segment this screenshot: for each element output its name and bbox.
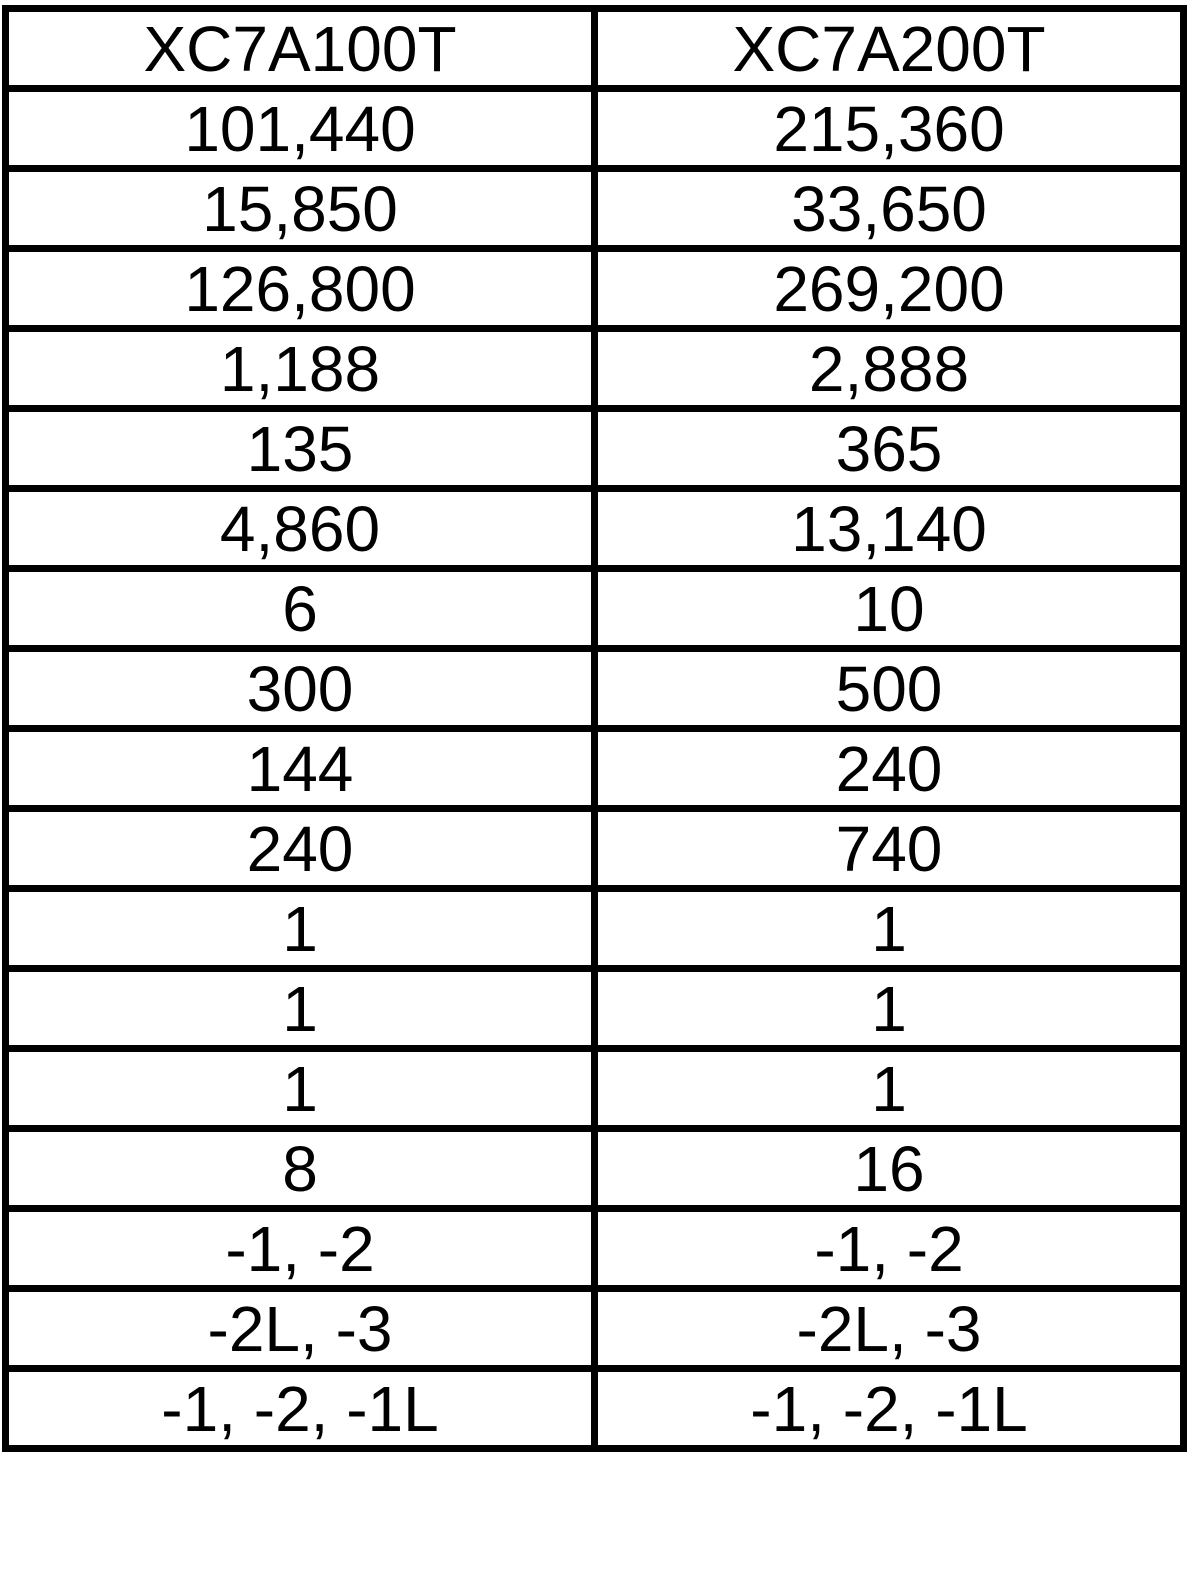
table-cell[interactable]: 2,888 bbox=[595, 329, 1184, 409]
table-cell[interactable]: 240 bbox=[595, 729, 1184, 809]
table-cell[interactable]: 15,850 bbox=[6, 169, 595, 249]
table-row bbox=[6, 729, 1184, 809]
table-cell[interactable]: 6 bbox=[6, 569, 595, 649]
column-header-xc7a200t[interactable]: XC7A200T bbox=[595, 9, 1184, 89]
table-row bbox=[6, 1369, 1184, 1449]
column-header-xc7a100t[interactable]: XC7A100T bbox=[6, 9, 595, 89]
table-cell[interactable]: 4,860 bbox=[6, 489, 595, 569]
table-row bbox=[6, 809, 1184, 889]
table-cell[interactable]: 126,800 bbox=[6, 249, 595, 329]
table-cell[interactable]: -1, -2, -1L bbox=[595, 1369, 1184, 1449]
table-row bbox=[6, 1049, 1184, 1129]
table-cell[interactable]: 1,188 bbox=[6, 329, 595, 409]
table-row bbox=[6, 569, 1184, 649]
table-row bbox=[6, 969, 1184, 1049]
table-body bbox=[6, 89, 1184, 1449]
table-cell[interactable]: -2L, -3 bbox=[595, 1289, 1184, 1369]
table-cell[interactable]: 500 bbox=[595, 649, 1184, 729]
table-header bbox=[6, 9, 1184, 89]
device-comparison-table bbox=[2, 5, 1187, 1452]
table-row bbox=[6, 1129, 1184, 1209]
table-row bbox=[6, 889, 1184, 969]
table-cell[interactable]: 135 bbox=[6, 409, 595, 489]
table-row bbox=[6, 249, 1184, 329]
table-cell[interactable]: -2L, -3 bbox=[6, 1289, 595, 1369]
table-cell[interactable]: 8 bbox=[6, 1129, 595, 1209]
table-cell[interactable]: 33,650 bbox=[595, 169, 1184, 249]
table-cell[interactable]: 1 bbox=[595, 969, 1184, 1049]
table-cell[interactable]: 300 bbox=[6, 649, 595, 729]
table-cell[interactable]: 240 bbox=[6, 809, 595, 889]
table-cell[interactable]: 1 bbox=[6, 969, 595, 1049]
table-cell[interactable]: 215,360 bbox=[595, 89, 1184, 169]
table-row bbox=[6, 329, 1184, 409]
table-cell[interactable]: 10 bbox=[595, 569, 1184, 649]
table-row bbox=[6, 409, 1184, 489]
table-row bbox=[6, 489, 1184, 569]
table-cell[interactable]: 1 bbox=[595, 889, 1184, 969]
table-cell[interactable]: -1, -2 bbox=[595, 1209, 1184, 1289]
table-cell[interactable]: 1 bbox=[6, 889, 595, 969]
table-row bbox=[6, 169, 1184, 249]
table-cell[interactable]: 740 bbox=[595, 809, 1184, 889]
table-cell[interactable]: 13,140 bbox=[595, 489, 1184, 569]
table-cell[interactable]: 101,440 bbox=[6, 89, 595, 169]
table-row bbox=[6, 89, 1184, 169]
table-row bbox=[6, 1289, 1184, 1369]
table-cell[interactable]: 1 bbox=[595, 1049, 1184, 1129]
table-row bbox=[6, 649, 1184, 729]
table-cell[interactable]: 1 bbox=[6, 1049, 595, 1129]
table-cell[interactable]: 269,200 bbox=[595, 249, 1184, 329]
table-cell[interactable]: 16 bbox=[595, 1129, 1184, 1209]
table-cell[interactable]: -1, -2 bbox=[6, 1209, 595, 1289]
table-cell[interactable]: 144 bbox=[6, 729, 595, 809]
table-row bbox=[6, 1209, 1184, 1289]
header-row bbox=[6, 9, 1184, 89]
table-cell[interactable]: 365 bbox=[595, 409, 1184, 489]
table-cell[interactable]: -1, -2, -1L bbox=[6, 1369, 595, 1449]
